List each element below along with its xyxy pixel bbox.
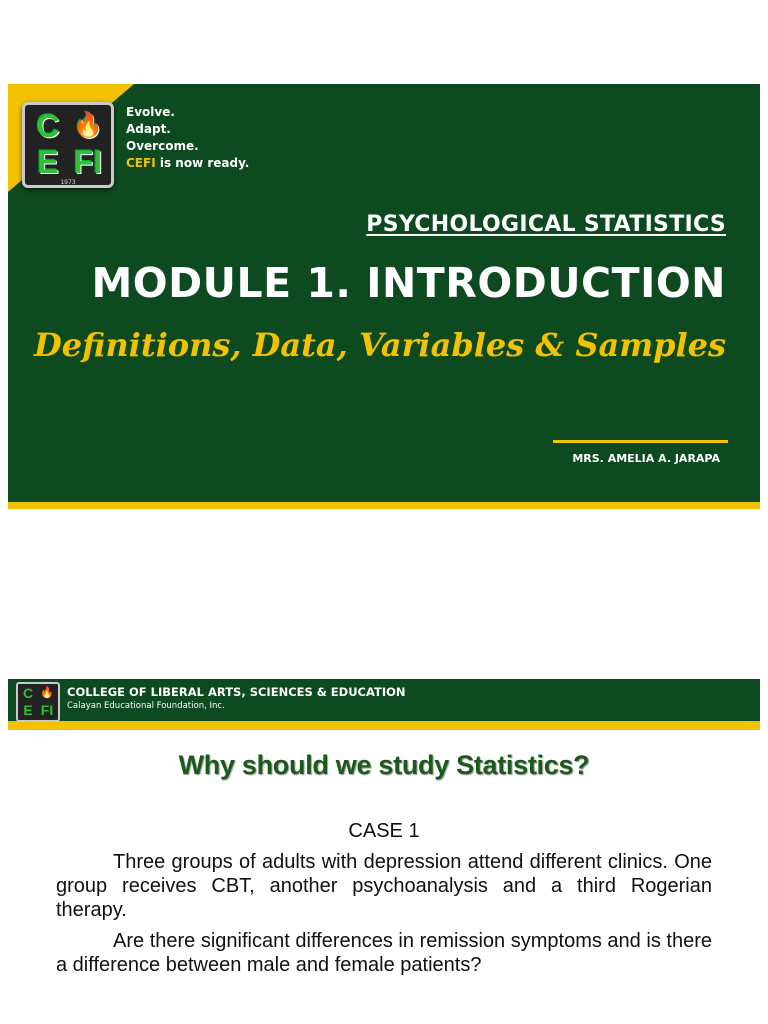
yellow-bottom-stripe (8, 502, 760, 509)
module-subtitle: Definitions, Data, Variables & Samples (34, 326, 726, 364)
author-name: MRS. AMELIA A. JARAPA (572, 452, 720, 465)
motto-line-4 (126, 155, 249, 172)
course-title: PSYCHOLOGICAL STATISTICS (366, 212, 726, 237)
case-label: CASE 1 (348, 820, 420, 842)
motto-line-3: Overcome. (126, 139, 199, 153)
logo-small-letters-fi: FI (40, 702, 54, 718)
logo-letter-e: E (37, 144, 59, 180)
logo-small-letter-c: C (22, 685, 34, 701)
logo-letters-fi: FI (73, 144, 103, 180)
motto-line-1: Evolve. (126, 105, 175, 119)
motto-rest: is now ready. (155, 156, 250, 170)
logo-small-letter-e: E (23, 702, 33, 718)
logo-small-flame-icon: 🔥 (40, 687, 54, 699)
case-paragraph-2: Are there significant differences in remission symptoms and is there a difference between male and female patients? (56, 930, 712, 976)
motto-line-2: Adapt. (126, 122, 171, 136)
slide-heading: Why should we study Statistics? (178, 750, 590, 780)
case-paragraph-1: Three groups of adults with depression attend different clinics. One group receives CBT, another psychoanalysis and a third Rogerian therapy. (56, 851, 712, 921)
cefi-logo (22, 102, 114, 188)
college-name: COLLEGE OF LIBERAL ARTS, SCIENCES & EDUCATION (67, 685, 406, 699)
logo-flame-icon: 🔥 (73, 112, 103, 139)
logo-letter-c: C (36, 108, 60, 144)
module-title: MODULE 1. INTRODUCTION (91, 259, 726, 307)
title-slide (8, 84, 760, 509)
motto (126, 104, 249, 172)
foundation-name: Calayan Educational Foundation, Inc. (67, 701, 225, 711)
cefi-logo-small (16, 682, 60, 722)
author-divider (553, 440, 728, 443)
motto-brand: CEFI (126, 156, 156, 170)
logo-year: 1973 (60, 179, 76, 186)
yellow-header-stripe (8, 721, 760, 730)
